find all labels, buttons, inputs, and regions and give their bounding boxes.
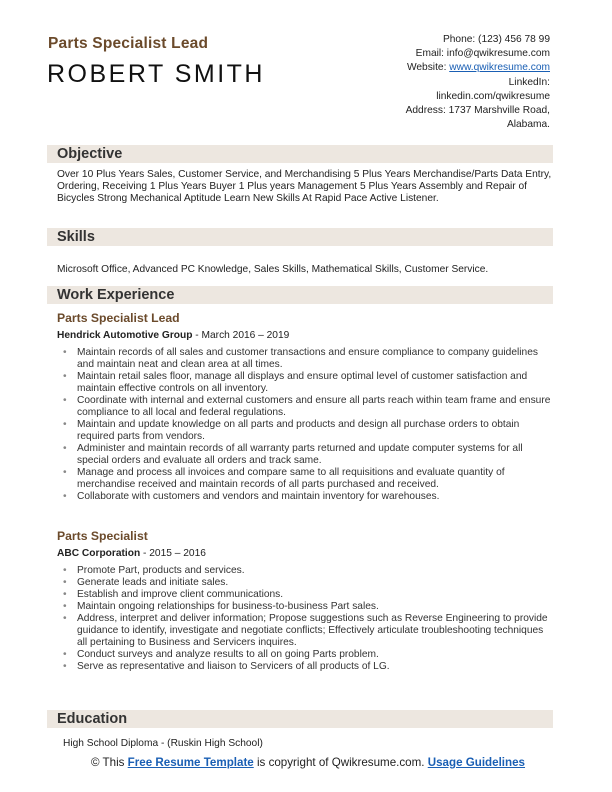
contact-address-line2: Alabama. (506, 119, 550, 131)
candidate-name: ROBERT SMITH (47, 60, 265, 88)
list-item: • Administer and maintain records of all warranty parts returned and update computer systems for all special orders and evaluate all orders and track same. (62, 443, 556, 467)
job-2-company: ABC Corporation (57, 548, 141, 559)
objective-heading: Objective (57, 146, 123, 162)
skills-heading: Skills (57, 229, 95, 245)
contact-linkedin-label: LinkedIn: (508, 76, 550, 88)
website-link[interactable]: www.qwikresume.com (449, 62, 550, 74)
job-2-dates: - 2015 – 2016 (140, 548, 206, 559)
list-item: • Manage and process all invoices and compare same to all requisitions and evaluate quantity of merchandise received and maintain records of all parts purchased and received. (62, 467, 556, 491)
skills-text: Microsoft Office, Advanced PC Knowledge, Sales Skills, Mathematical Skills, Customer Service. (57, 264, 489, 275)
work-experience-section-header (47, 286, 553, 304)
contact-website (310, 61, 550, 75)
work-experience-heading: Work Experience (57, 287, 175, 303)
list-item: • Conduct surveys and analyze results to all on going Parts problem. (62, 649, 556, 661)
job-title: Parts Specialist Lead (48, 35, 209, 52)
job-1-company: Hendrick Automotive Group (57, 330, 193, 341)
job-2-bullets (62, 565, 556, 673)
education-heading: Education (57, 711, 128, 727)
job-1-bullets (62, 347, 556, 503)
copyright-footer (60, 756, 556, 770)
contact-block (310, 33, 550, 132)
education-text: High School Diploma - (Ruskin High School) (63, 738, 263, 749)
list-item: • Serve as representative and liaison to Servicers of all products of LG. (62, 661, 556, 673)
contact-address-line1: Address: 1737 Marshville Road, (405, 105, 550, 117)
footer-middle: is copyright of Qwikresume.com. (253, 756, 428, 769)
skills-section-header (47, 228, 553, 246)
job-1-dates: - March 2016 – 2019 (192, 330, 290, 341)
contact-linkedin-value: linkedin.com/qwikresume (436, 90, 550, 102)
free-resume-template-link[interactable]: Free Resume Template (127, 756, 254, 769)
list-item: • Generate leads and initiate sales. (62, 577, 556, 589)
job-2-company-line (57, 548, 206, 559)
usage-guidelines-link[interactable]: Usage Guidelines (427, 756, 526, 769)
objective-text: Over 10 Plus Years Sales, Customer Service, and Merchandising 5 Plus Years Merchandise/Parts Data Entry, Ordering, Receiving 1 Plus Years Buyer 1 Plus years Management 5 Plus Years Assembly and Repair of Bicycles Strong Mechanical Aptitude Learn New Skills At Rapid Pace Active Listener. (57, 169, 552, 204)
job-1-title: Parts Specialist Lead (57, 311, 180, 325)
website-label: Website: (406, 62, 450, 74)
job-2-title: Parts Specialist (57, 529, 148, 543)
resume-header (0, 0, 612, 130)
list-item: • Establish and improve client communications. (62, 589, 556, 601)
footer-prefix: © This (90, 756, 128, 769)
list-item: • Maintain and update knowledge on all parts and products and design all purchase orders to obtain required parts from vendors. (62, 419, 556, 443)
list-item: • Promote Part, products and services. (62, 565, 556, 577)
list-item: • Maintain records of all sales and customer transactions and ensure compliance to company guidelines and maintain neat and clean area at all times. (62, 347, 556, 371)
contact-email: Email: info@qwikresume.com (415, 48, 550, 60)
list-item: • Maintain retail sales floor, manage all displays and ensure optimal level of customer satisfaction and maintain effective controls on all inventory. (62, 371, 556, 395)
list-item: • Coordinate with internal and external customers and ensure all parts reach within team frame and ensure compliance to all local and federal regulations. (62, 395, 556, 419)
objective-section-header (47, 145, 553, 163)
job-1-company-line (57, 330, 289, 341)
list-item: • Collaborate with customers and vendors and maintain inventory for warehouses. (62, 491, 556, 503)
contact-phone: Phone: (123) 456 78 99 (442, 34, 550, 45)
list-item: • Address, interpret and deliver information; Propose suggestions such as Reverse Engineering to provide guidance to identify, investigate and negotiate conflicts; Effectively articulate troubleshooting techniques all pertaining to Business and Servicers inquires. (62, 613, 556, 649)
list-item: • Maintain ongoing relationships for business-to-business Part sales. (62, 601, 556, 613)
education-section-header (47, 710, 553, 728)
